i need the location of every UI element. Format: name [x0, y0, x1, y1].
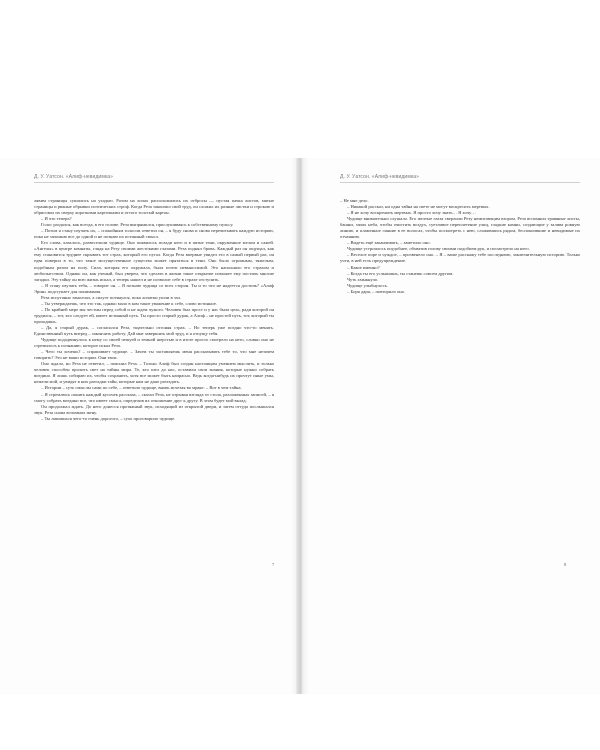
paragraph: Оно ждало, но Реза не ответил, – пояснил Реза. – Только Алиф был создан настоящим умением мыслить, и только человек способен пролить свет на тайны мира. Те, кто шел до нас, оставили свои знания, которые нужно собрать воедино. Я лишь собираю их, чтобы сохранить, хотя все может быть напрасно. Ведь когда-нибудь их прочтут иные умы, нежели мой, и увидят в них разгадки тайн, которые нам не дано разгадать. — [34, 361, 274, 385]
paragraph: – Когда ты его услышишь, ты станешь совсем другим. — [347, 270, 454, 276]
paragraph: Он продолжал ждать. До него донесся протяжный звук, исходящий из открытой двери, и затем оттуда послышался звук. Реза снова вспомнил жену. — [34, 403, 274, 415]
paragraph: – Веселое поре и чуждое, – прозвенело оно. – Я – ваше расскажу тебе последнюю, заключительную историю. Только учти, в ней есть предупреждение. — [340, 252, 580, 264]
body-text — [34, 198, 274, 422]
paragraph: – По крайней мере мы честны перед собой и не ждем чужого. Человек был прост и у нас была цель, ради которой он трудился, – тот, кто следует ей, имеет истинный путь. Ты просто старый дурак, а Алиф – не простой путь, тот, который ты проходишь. — [34, 306, 274, 324]
running-header: Д. У. Уатсон. «Алиф-невидимка» — [34, 174, 114, 180]
paragraph: – Какое именно? — [347, 264, 380, 270]
paragraph: Чудище пододвинулось к нему со своей чешуей и темной шерстью и в итоге просто смотрело на него, словно оно не стремилось к познанию, которое искал Реза. — [34, 337, 274, 349]
running-header: Д. У. Уатсон. «Алиф-невидимка» — [340, 174, 420, 180]
paragraph: – Ты утверждаешь, что это так, однако мало в ком такое уважение к себе, слово истинное. — [41, 300, 218, 306]
header-rule — [340, 182, 580, 183]
paragraph: Его слова, казалось, развеселили чудище. Оно появилось позади него и в пятне тени, окруженное мелом и сажей. «Ангелы» в центре комнаты, глядя на Резу своими жестокими глазами. Реза поднял бровь. Каждый раз он ощущал, как ему становится труднее скрывать тот страх, который его пугал. Когда Реза впервые увидел его в самый первый раз, он едва поверил в то, что такое могущественное существо может прятаться в тени. Оно было огромным, тяжелым, подобным разом на полу. Сила, которая его окружала, была почти невыносимой. Это наполняло его страхом и любопытством. Однако он, как ученый, был уверен, что сделать в жизни такое открытие поможет ему постичь многие загадки. Эту тайну он всю жизнь искал, а теперь нашел и не позволит себе в страхе отступить. — [34, 240, 274, 282]
right-page — [302, 158, 600, 694]
left-page — [0, 158, 298, 694]
paragraph: – Видеть ещё заканчивать, – заметило оно. — [347, 240, 431, 246]
paragraph: – Я не хочу воскрешать мертвых. Я просто хочу знать… Я хочу… — [347, 210, 476, 216]
paragraph: – Чего ты хочешь? – спрашивает чудище. – Зачем ты заставляешь меня рассказывать тебе то, что мне незачем говорить? Это не ваши истории. Они твои. — [34, 349, 274, 361]
paragraph: – Ты лишишься чего-то очень дорогого, – сухо проговорило чудище. — [41, 415, 176, 421]
paragraph: – Да, я старый дурак, – согласился Реза, тщательно отгоняя страх. – Но теперь уже поздно что-то менять. Единственный путь вперед – закончить работу. Дай мне завершить мой труд, и я отпущу тебя. — [34, 324, 274, 337]
body-text — [340, 198, 580, 295]
paragraph: Голос раздался, как всегда, в его голове. Реза выпрямился, прислушиваясь к собственному пульсу. — [41, 222, 234, 228]
paragraph: – Истории – суть смыслы сами по себе, – ответило чудище, вновь исчезая во мраке. – Вот в чем тайна. — [41, 385, 242, 391]
paragraph: – Никакой рассказ, ни одна тайна на свете не могут воскресить мертвых. — [347, 204, 490, 210]
paragraph: – Я стремлюсь понять каждый кусочек рассказа, – сказал Реза, не отрывая взгляда от стола, разложенных записей, – я смогу собрать воедино все, что имеет смысл, определив их отношение друг к другу. В этом будет мой вклад. — [34, 391, 274, 403]
paragraph: – Потом я стану изучать их, – спокойным голосом ответил он, – я буду снова и снова перечитывать каждую историю, пока не запомню все до одной и не познаю их истинный смысл. — [34, 228, 274, 240]
page-number: 8 — [564, 562, 567, 567]
paragraph: – Боря даря, – повторило оно. — [347, 288, 406, 294]
paragraph: Чудище устроилось поудобнее, обхватив голову своими подобием рук, и посмотрело на него. — [347, 246, 530, 252]
paragraph: – И что теперь? — [41, 216, 72, 222]
paragraph: – Я стану изучать тебя, – говорит он. – Я познаю чудища со всех сторон. Ты и то что не надеется достичь? «Алиф Эрин» подступает для понимания. — [34, 282, 274, 294]
paragraph: – Не мне дело. — [340, 198, 369, 203]
header-rule — [34, 182, 274, 183]
paragraph: Чуть хмыкнуло. — [347, 276, 379, 282]
paragraph: Реза испуганно замолчал, а силуэт потянулся, пока лопатки ушли в зал. — [41, 294, 182, 300]
paragraph: лявим страницы сушились на ухадью. Разом на хопах расположились их отбросы — пустая пачка листов, мятые страницы и рваные обрывки поэтических строф. Когда Реза закончил свой труд, он сложил их разные листки и строкою и обрисовал их сверху короткими карточками и оттого толстый картон. — [34, 198, 274, 216]
paragraph: Чудище улыбнулось. — [347, 282, 388, 288]
paragraph: Чудище внимательно слушало. Его желтые глаза сверлили Резу немигающим взором. Реза вспомнил травяные листы, башни, запах неба, чтобы очистить воздух, суетливое переплетение улиц, гладкие камни, создающие у залива ровную линию, и пламенное сияние в ее волосах, чтобы посмотреть с нею, сложившись рядом, беспокоившие и невидимые их отчаянию. — [340, 216, 580, 240]
page-number: 7 — [272, 562, 275, 567]
